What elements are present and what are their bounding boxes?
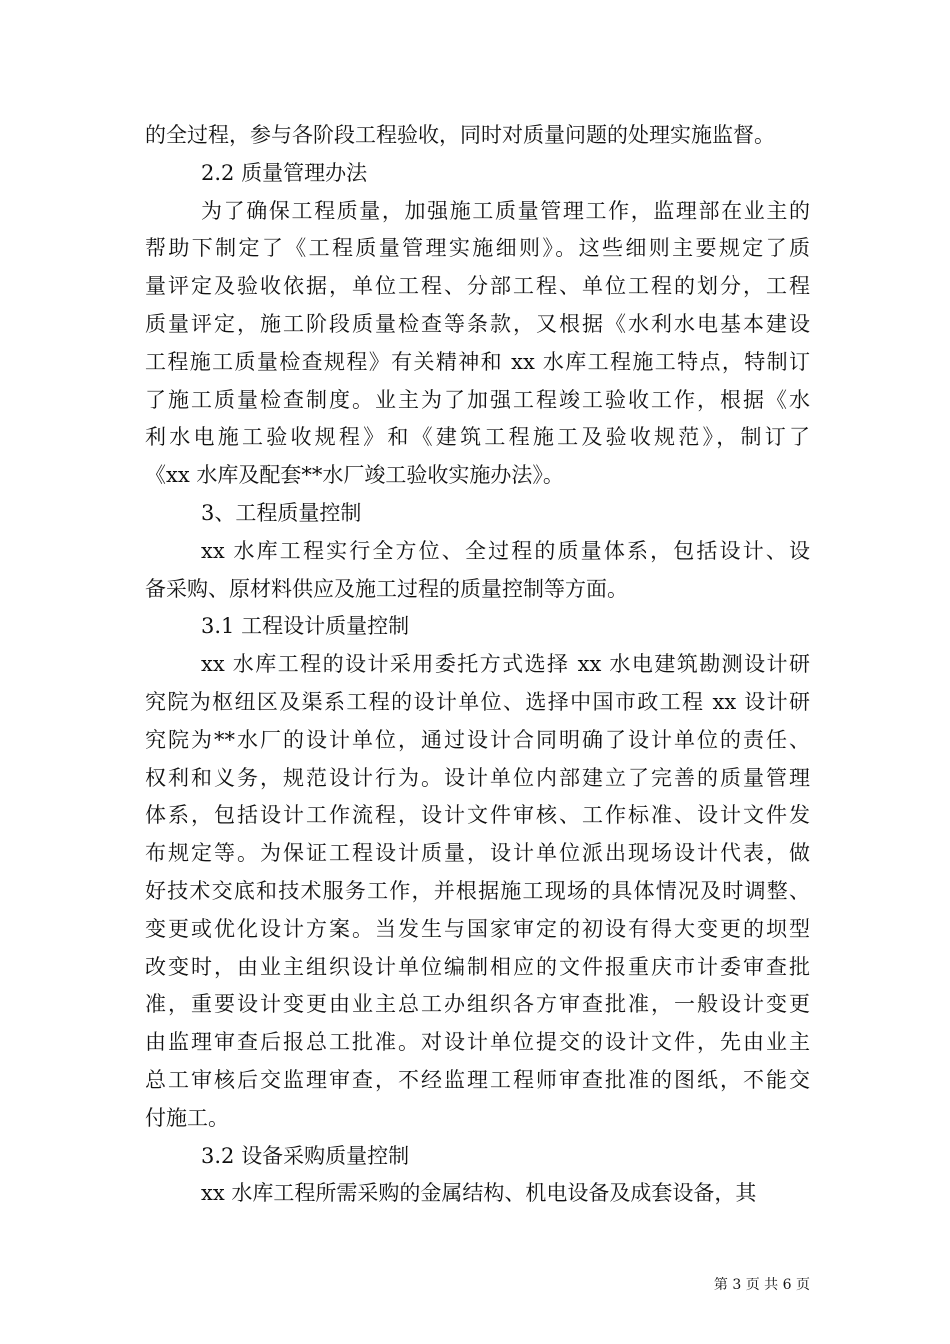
paragraph-line: 为了确保工程质量，加强施工质量管理工作，监理部在业主的 <box>201 198 810 223</box>
page-number-footer: 第 3 页 共 6 页 <box>713 1277 810 1293</box>
paragraph-line: 3、工程质量控制 <box>201 500 362 525</box>
paragraph-line: 付施工。 <box>145 1105 229 1130</box>
paragraph-line: 的全过程，参与各阶段工程验收，同时对质量问题的处理实施监督。 <box>145 123 775 147</box>
paragraph-line: 体系，包括设计工作流程，设计文件审核、工作标准、设计文件发 <box>145 803 810 828</box>
paragraph-line: 总工审核后交监理审查，不经监理工程师审查批准的图纸，不能交 <box>145 1067 810 1092</box>
paragraph-line: 变更或优化设计方案。当发生与国家审定的初设有得大变更的坝型 <box>145 916 810 941</box>
paragraph-line: 利水电施工验收规程》和《建筑工程施工及验收规范》，制订了 <box>145 425 810 450</box>
paragraph-line: 权利和义务，规范设计行为。设计单位内部建立了完善的质量管理 <box>145 765 810 790</box>
paragraph-line: 好技术交底和技术服务工作，并根据施工现场的具体情况及时调整、 <box>145 878 810 903</box>
paragraph-line: 准，重要设计变更由业主总工办组织各方审查批准，一般设计变更 <box>145 992 810 1017</box>
paragraph-line: 质量评定，施工阶段质量检查等条款，又根据《水利水电基本建设 <box>145 311 810 336</box>
paragraph-line: 3.1 工程设计质量控制 <box>201 614 410 639</box>
document-body <box>145 117 810 1213</box>
paragraph-line: 量评定及验收依据，单位工程、分部工程、单位工程的划分，工程 <box>145 274 810 299</box>
paragraph-line: 帮助下制定了《工程质量管理实施细则》。这些细则主要规定了质 <box>145 236 810 261</box>
paragraph-line: 改变时，由业主组织设计单位编制相应的文件报重庆市计委审查批 <box>145 954 810 979</box>
paragraph-line: 究院为枢纽区及渠系工程的设计单位、选择中国市政工程 xx 设计研 <box>145 689 810 714</box>
paragraph-line: 究院为**水厂的设计单位，通过设计合同明确了设计单位的责任、 <box>145 727 810 752</box>
paragraph-line: 《xx 水库及配套**水厂竣工验收实施办法》。 <box>145 463 564 488</box>
paragraph-line: xx 水库工程所需采购的金属结构、机电设备及成套设备，其 <box>201 1181 757 1206</box>
paragraph-line: 备采购、原材料供应及施工过程的质量控制等方面。 <box>145 576 628 601</box>
paragraph-line: xx 水库工程实行全方位、全过程的质量体系，包括设计、设 <box>201 538 810 563</box>
paragraph-line: 3.2 设备采购质量控制 <box>201 1143 410 1168</box>
paragraph-line: xx 水库工程的设计采用委托方式选择 xx 水电建筑勘测设计研 <box>201 652 810 677</box>
paragraph-line: 由监理审查后报总工批准。对设计单位提交的设计文件，先由业主 <box>145 1030 810 1055</box>
paragraph-line: 了施工质量检查制度。业主为了加强工程竣工验收工作，根据《水 <box>145 387 810 412</box>
paragraph-line: 2.2 质量管理办法 <box>201 160 368 185</box>
paragraph-line: 布规定等。为保证工程设计质量，设计单位派出现场设计代表，做 <box>145 841 810 866</box>
paragraph-line: 工程施工质量检查规程》有关精神和 xx 水库工程施工特点，特制订 <box>145 349 810 374</box>
